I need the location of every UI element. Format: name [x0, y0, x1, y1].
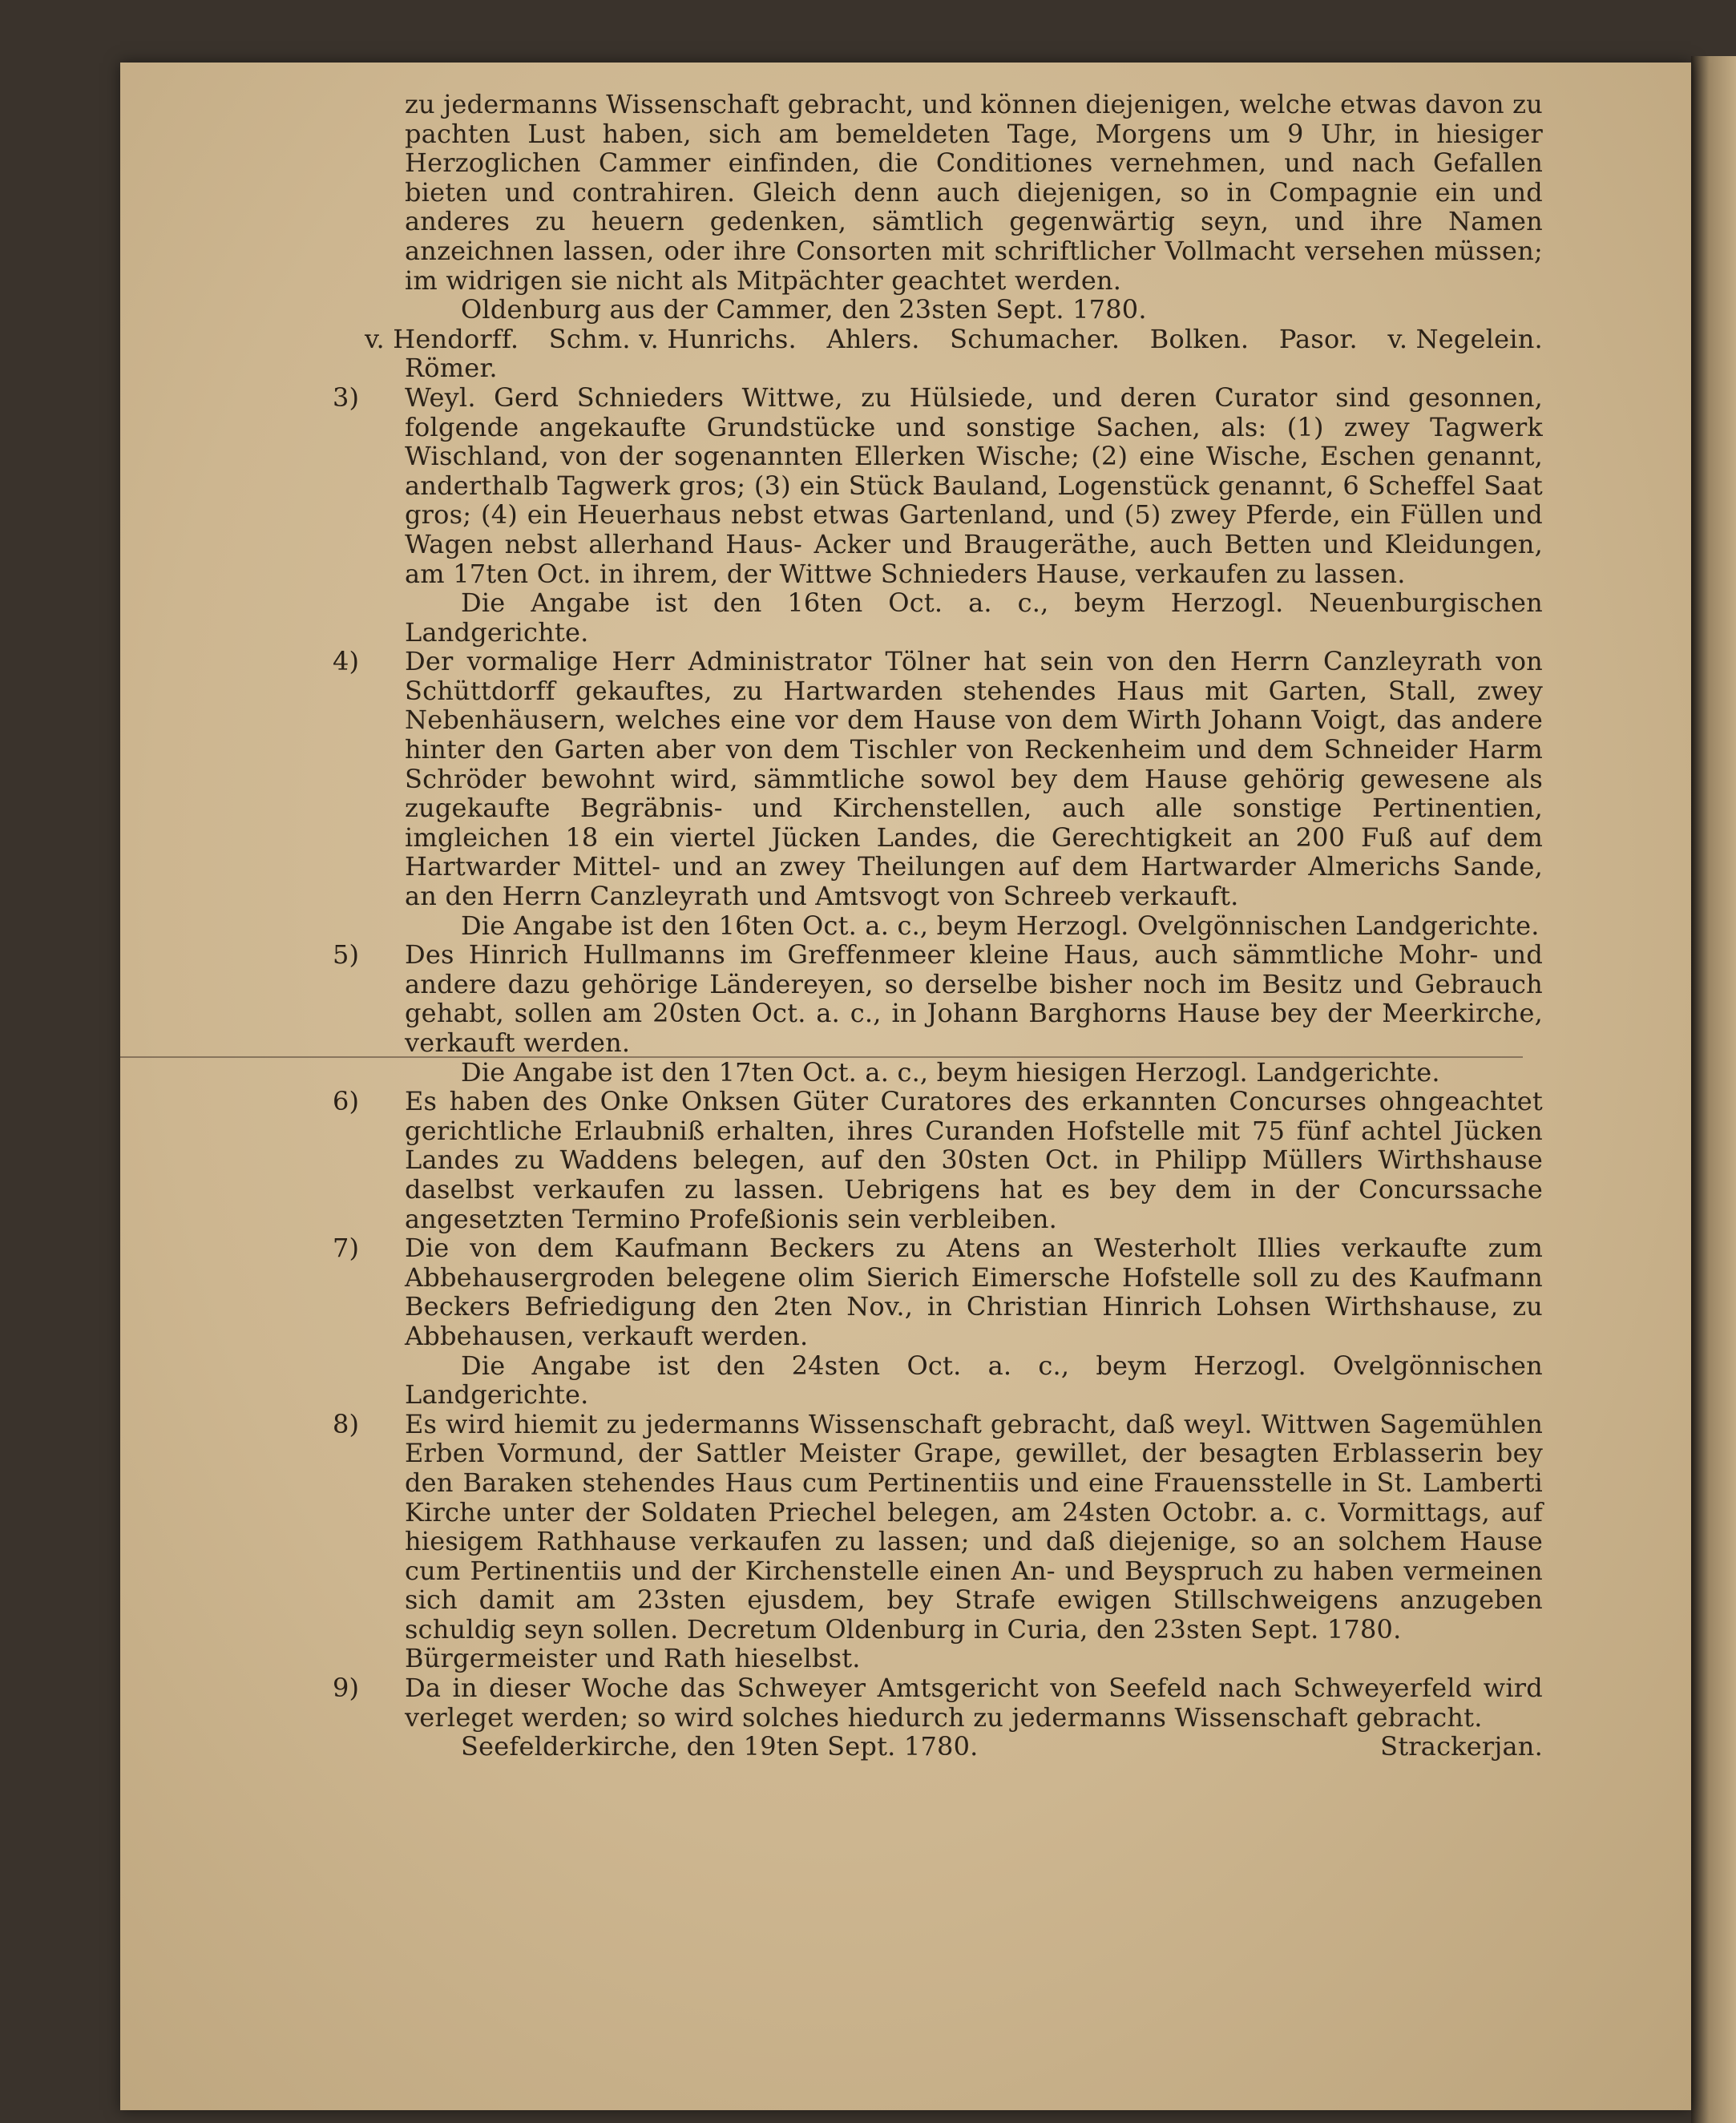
- signature: Ahlers.: [826, 323, 920, 354]
- signature: v. Hendorff.: [365, 323, 519, 354]
- item-text: Die von dem Kaufmann Beckers zu Atens an Westerholt Illies verkaufte zum Abbehausergroden belegene olim Sierich Eimersche Hofstelle soll zu des Kaufmann Beckers Befriedigung den 2ten Nov., in Christian Hinrich Lohsen Wirthshause, zu Abbehausen, verkauft werden.: [405, 1233, 1543, 1351]
- item-text: Des Hinrich Hullmanns im Greffenmeer kleine Haus, auch sämmtliche Mohr- und andere dazu gehörige Ländereyen, so derselbe bisher noch im Besitz und Gebrauch gehabt, sollen am 20sten Oct. a. c., in Johann Barghorns Hause bey der Meerkirche, verkauft werden.: [405, 939, 1543, 1058]
- item-signer: Bürgermeister und Rath hieselbst.: [405, 1643, 861, 1674]
- intro-paragraph: zu jedermanns Wissenschaft gebracht, und können diejenigen, welche etwas davon zu pachten Lust haben, sich am bemeldeten Tage, Morgens um 9 Uhr, in hiesiger Herzoglichen Cammer einfinden, die Conditiones vernehmen, und nach Gefallen bieten und contrahiren. Gleich denn auch diejenigen, so in Compagnie ein und anderes zu heuern gedenken, sämtlich gegenwärtig seyn, und ihre Namen anzeichnen lassen, oder ihre Consorten mit schriftlicher Vollmacht versehen müssen; im widrigen sie nicht als Mitpächter geachtet werden.: [405, 89, 1543, 296]
- closing-signer: Strackerjan.: [1380, 1731, 1543, 1762]
- item-number: 6): [333, 1086, 360, 1117]
- item-text: Es haben des Onke Onksen Güter Curatores des erkannten Concurses ohngeachtet gerichtliche Erlaubniß erhalten, ihres Curanden Hofstelle mit 75 fünf achtel Jücken Landes zu Waddens belegen, auf den 30sten Oct. in Philipp Müllers Wirthshause daselbst verkaufen zu lassen. Uebrigens hat es bey dem in der Concurssache angesetzten Termino Profeßionis sein verbleiben.: [405, 1086, 1543, 1234]
- notice-item-6: [333, 1086, 1543, 1234]
- closing-row: [405, 1732, 1543, 1762]
- item-note: Die Angabe ist den 16ten Oct. a. c., beym Herzogl. Ovelgönnischen Landgerichte.: [461, 910, 1540, 941]
- item-number: 4): [333, 646, 360, 677]
- item-number: 8): [333, 1408, 360, 1439]
- intro-date-line: Oldenburg aus der Cammer, den 23sten Sept. 1780.: [461, 294, 1147, 325]
- item-number: 5): [333, 939, 360, 971]
- item-text: Weyl. Gerd Schnieders Wittwe, zu Hülsiede, und deren Curator sind gesonnen, folgende angekaufte Grundstücke und sonstige Sachen, als: (1) zwey Tagwerk Wischland, von der sogenannten Ellerken Wische; (2) eine Wische, Eschen genannt, anderthalb Tagwerk gros; (3) ein Stück Bauland, Logenstück genannt, 6 Scheffel Saat gros; (4) ein Heuerhaus nebst etwas Gartenland, und (5) zwey Pferde, ein Füllen und Wagen nebst allerhand Haus- Acker und Braugeräthe, auch Betten und Kleidungen, am 17ten Oct. in ihrem, der Wittwe Schnieders Hause, verkaufen zu lassen.: [405, 381, 1543, 589]
- signature-last: Römer.: [405, 353, 498, 384]
- item-number: 3): [333, 381, 360, 413]
- notice-item-9: [333, 1673, 1543, 1733]
- signature-row: [365, 325, 1543, 354]
- signature: Bolken.: [1149, 323, 1250, 354]
- item-text: Der vormalige Herr Administrator Tölner hat sein von den Herrn Canzleyrath von Schüttdorff gekauftes, zu Hartwarden stehendes Haus mit Garten, Stall, zwey Nebenhäusern, welches eine vor dem Hause von dem Wirth Johann Voigt, das andere hinter den Garten aber von dem Tischler von Reckenheim und dem Schneider Harm Schröder bewohnt wird, sämmtliche sowol bey dem Hause gehörig gewesene als zugekaufte Begräbnis- und Kirchenstellen, auch alle sonstige Pertinentien, imgleichen 18 ein viertel Jücken Landes, die Gerechtigkeit an 200 Fuß auf dem Hartwarder Mittel- und an zwey Theilungen auf dem Hartwarder Almerichs Sande, an den Herrn Canzleyrath und Amtsvogt von Schreeb verkauft.: [405, 646, 1543, 912]
- notice-item-3: [333, 381, 1543, 648]
- item-text: Es wird hiemit zu jedermanns Wissenschaft gebracht, daß weyl. Wittwen Sagemühlen Erben Vormund, der Sattler Meister Grape, gewillet, der besagten Erblasserin bey den Baraken stehendes Haus cum Pertinentiis und eine Frauensstelle in St. Lamberti Kirche unter der Soldaten Priechel belegen, am 24sten Octobr. a. c. Vormittags, auf hiesigem Rathhause verkaufen zu lassen; und daß diejenige, so an solchem Hause cum Pertinentiis und der Kirchenstelle einen An- und Beyspruch zu haben vermeinen sich damit am 23sten ejusdem, bey Strafe ewigen Stillschweigens anzugeben schuldig seyn sollen. Decretum Oldenburg in Curia, den 23sten Sept. 1780.: [405, 1408, 1543, 1645]
- signature: Schm. v. Hunrichs.: [548, 323, 797, 354]
- document-text: [333, 89, 1543, 1762]
- signature: v. Negelein.: [1387, 323, 1543, 354]
- item-note: Die Angabe ist den 17ten Oct. a. c., beym hiesigen Herzogl. Landgerichte.: [461, 1056, 1440, 1088]
- item-number: 9): [333, 1673, 360, 1704]
- notice-item-8: [333, 1408, 1543, 1674]
- notice-item-4: [333, 646, 1543, 941]
- notice-item-5: [333, 939, 1543, 1088]
- signature: Schumacher.: [950, 323, 1120, 354]
- book-spine: [1691, 56, 1736, 2123]
- item-note: Die Angabe ist den 16ten Oct. a. c., beym Herzogl. Neuenburgischen Landgerichte.: [405, 587, 1543, 648]
- closing-place-date: Seefelderkirche, den 19ten Sept. 1780.: [461, 1731, 979, 1762]
- item-number: 7): [333, 1233, 360, 1264]
- signature: Pasor.: [1278, 323, 1358, 354]
- notice-item-7: [333, 1233, 1543, 1411]
- item-note: Die Angabe ist den 24sten Oct. a. c., beym Herzogl. Ovelgönnischen Landgerichte.: [405, 1350, 1543, 1411]
- item-text: Da in dieser Woche das Schweyer Amtsgericht von Seefeld nach Schweyerfeld wird verleget werden; so wird solches hiedurch zu jedermanns Wissenschaft gebracht.: [405, 1673, 1543, 1733]
